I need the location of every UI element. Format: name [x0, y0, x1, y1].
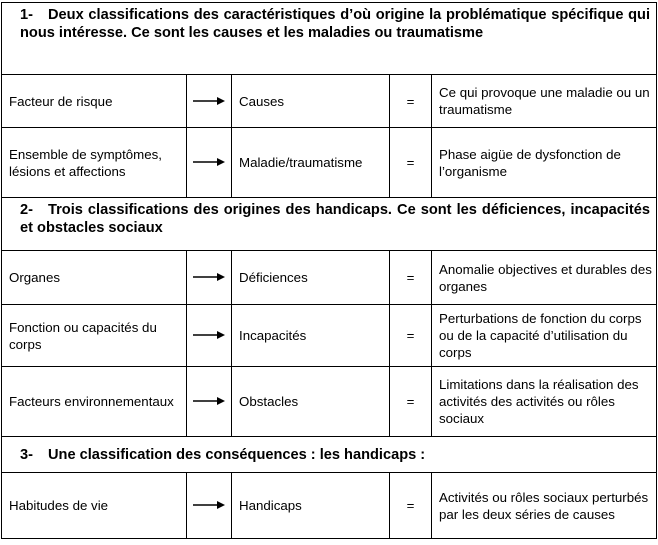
row-classification: Incapacités [232, 305, 390, 367]
section-title: Deux classifications des caractéristiques d’où origine la problématique spécifique qui nous intéresse. Ce sont les causes et les maladies ou traumatisme [20, 7, 651, 41]
row-definition: Perturbations de fonction du corps ou de la capacité d’utilisation du corps [432, 305, 657, 367]
equals-sign: = [390, 367, 432, 437]
table-row [2, 473, 657, 539]
row-classification: Obstacles [232, 367, 390, 437]
section-number: 3- [20, 446, 33, 463]
section-header [2, 437, 657, 473]
table-row [2, 367, 657, 437]
table-row [2, 75, 657, 128]
equals-sign: = [390, 128, 432, 198]
section-title: Trois classifications des origines des handicaps. Ce sont les déficiences, incapacités et obstacles sociaux [20, 202, 651, 236]
equals-sign: = [390, 305, 432, 367]
row-definition: Limitations dans la réalisation des activités des activités ou rôles sociaux [432, 367, 657, 437]
right-arrow-icon [187, 128, 232, 198]
right-arrow-icon [187, 251, 232, 305]
section-header [2, 198, 657, 251]
right-arrow-icon [187, 367, 232, 437]
classification-table [1, 2, 657, 539]
row-classification: Maladie/traumatisme [232, 128, 390, 198]
row-label: Ensemble de symptômes, lésions et affections [2, 128, 187, 198]
row-label: Habitudes de vie [2, 473, 187, 539]
section-header [2, 3, 657, 75]
right-arrow-icon [187, 305, 232, 367]
equals-sign: = [390, 75, 432, 128]
row-definition: Phase aigüe de dysfonction de l’organisme [432, 128, 657, 198]
right-arrow-icon [187, 473, 232, 539]
right-arrow-icon [187, 75, 232, 128]
row-label: Fonction ou capacités du corps [2, 305, 187, 367]
row-classification: Causes [232, 75, 390, 128]
table-row [2, 128, 657, 198]
table-row [2, 251, 657, 305]
section-title: Une classification des conséquences : les handicaps : [48, 446, 426, 463]
table-row [2, 305, 657, 367]
equals-sign: = [390, 473, 432, 539]
row-classification: Handicaps [232, 473, 390, 539]
equals-sign: = [390, 251, 432, 305]
row-definition: Anomalie objectives et durables des organes [432, 251, 657, 305]
section-number: 2- [20, 202, 33, 218]
row-label: Organes [2, 251, 187, 305]
row-definition: Activités ou rôles sociaux perturbés par les deux séries de causes [432, 473, 657, 539]
section-number: 1- [20, 7, 33, 23]
row-classification: Déficiences [232, 251, 390, 305]
row-label: Facteurs environnementaux [2, 367, 187, 437]
row-definition: Ce qui provoque une maladie ou un traumatisme [432, 75, 657, 128]
row-label: Facteur de risque [2, 75, 187, 128]
